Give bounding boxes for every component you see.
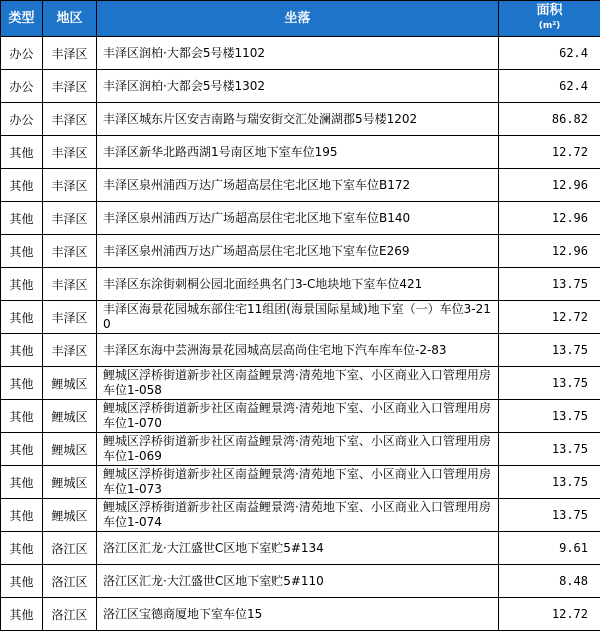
table-row xyxy=(1,334,600,367)
cell-type: 其他 xyxy=(1,367,43,400)
cell-size: 12.72 xyxy=(499,136,600,169)
table-row xyxy=(1,433,600,466)
header-size-label: 面积 xyxy=(536,3,562,18)
header-area: 地区 xyxy=(43,1,97,37)
cell-size: 9.61 xyxy=(499,532,600,565)
cell-address: 丰泽区润柏·大都会5号楼1302 xyxy=(97,70,499,103)
cell-area: 丰泽区 xyxy=(43,103,97,136)
header-type: 类型 xyxy=(1,1,43,37)
cell-size: 13.75 xyxy=(499,334,600,367)
cell-area: 丰泽区 xyxy=(43,169,97,202)
table-row xyxy=(1,169,600,202)
table-row xyxy=(1,202,600,235)
cell-area: 丰泽区 xyxy=(43,202,97,235)
cell-type: 办公 xyxy=(1,37,43,70)
cell-address: 鲤城区浮桥街道新步社区南益鲤景湾·清苑地下室、小区商业入口管理用房车位1-073 xyxy=(97,466,499,499)
cell-type: 其他 xyxy=(1,202,43,235)
header-size-unit: (m²) xyxy=(539,21,561,31)
cell-type: 其他 xyxy=(1,532,43,565)
cell-size: 13.75 xyxy=(499,268,600,301)
cell-address: 鲤城区浮桥街道新步社区南益鲤景湾·清苑地下室、小区商业入口管理用房车位1-074 xyxy=(97,499,499,532)
cell-size: 12.72 xyxy=(499,301,600,334)
cell-area: 洛江区 xyxy=(43,565,97,598)
cell-address: 丰泽区东海中芸洲海景花园城高层高尚住宅地下汽车库车位-2-83 xyxy=(97,334,499,367)
cell-address: 丰泽区润柏·大都会5号楼1102 xyxy=(97,37,499,70)
cell-size: 13.75 xyxy=(499,367,600,400)
cell-type: 其他 xyxy=(1,169,43,202)
cell-size: 62.4 xyxy=(499,70,600,103)
table-row xyxy=(1,235,600,268)
cell-type: 其他 xyxy=(1,499,43,532)
cell-type: 办公 xyxy=(1,103,43,136)
table-row xyxy=(1,565,600,598)
cell-address: 丰泽区泉州浦西万达广场超高层住宅北区地下室车位B172 xyxy=(97,169,499,202)
cell-area: 丰泽区 xyxy=(43,37,97,70)
cell-type: 其他 xyxy=(1,268,43,301)
cell-area: 丰泽区 xyxy=(43,235,97,268)
cell-area: 洛江区 xyxy=(43,532,97,565)
cell-address: 鲤城区浮桥街道新步社区南益鲤景湾·清苑地下室、小区商业入口管理用房车位1-058 xyxy=(97,367,499,400)
cell-address: 丰泽区泉州浦西万达广场超高层住宅北区地下室车位B140 xyxy=(97,202,499,235)
cell-size: 12.72 xyxy=(499,598,600,631)
cell-type: 其他 xyxy=(1,400,43,433)
cell-area: 丰泽区 xyxy=(43,268,97,301)
table-row xyxy=(1,103,600,136)
cell-address: 鲤城区浮桥街道新步社区南益鲤景湾·清苑地下室、小区商业入口管理用房车位1-070 xyxy=(97,400,499,433)
cell-size: 13.75 xyxy=(499,433,600,466)
cell-size: 12.96 xyxy=(499,169,600,202)
cell-area: 鲤城区 xyxy=(43,499,97,532)
cell-address: 洛江区宝德商厦地下室车位15 xyxy=(97,598,499,631)
cell-area: 丰泽区 xyxy=(43,136,97,169)
cell-size: 62.4 xyxy=(499,37,600,70)
cell-area: 洛江区 xyxy=(43,598,97,631)
table-row xyxy=(1,37,600,70)
cell-type: 其他 xyxy=(1,334,43,367)
cell-type: 其他 xyxy=(1,466,43,499)
cell-address: 丰泽区海景花园城东部住宅11组团(海景国际星域)地下室（一）车位3-210 xyxy=(97,301,499,334)
table-row xyxy=(1,136,600,169)
table-row xyxy=(1,367,600,400)
cell-area: 鲤城区 xyxy=(43,433,97,466)
cell-type: 其他 xyxy=(1,598,43,631)
table-row xyxy=(1,70,600,103)
cell-type: 其他 xyxy=(1,433,43,466)
cell-size: 13.75 xyxy=(499,466,600,499)
cell-size: 13.75 xyxy=(499,400,600,433)
cell-address: 鲤城区浮桥街道新步社区南益鲤景湾·清苑地下室、小区商业入口管理用房车位1-069 xyxy=(97,433,499,466)
cell-type: 其他 xyxy=(1,301,43,334)
cell-size: 12.96 xyxy=(499,235,600,268)
cell-type: 其他 xyxy=(1,565,43,598)
cell-area: 鲤城区 xyxy=(43,400,97,433)
cell-area: 丰泽区 xyxy=(43,301,97,334)
header-size xyxy=(499,1,600,37)
table-row xyxy=(1,466,600,499)
cell-size: 86.82 xyxy=(499,103,600,136)
cell-address: 洛江区汇龙·大江盛世C区地下室贮5#134 xyxy=(97,532,499,565)
table-row xyxy=(1,598,600,631)
cell-type: 其他 xyxy=(1,136,43,169)
cell-address: 丰泽区东涂街刺桐公园北面经典名门3-C地块地下室车位421 xyxy=(97,268,499,301)
table-row xyxy=(1,268,600,301)
table-row xyxy=(1,400,600,433)
cell-area: 丰泽区 xyxy=(43,70,97,103)
cell-size: 13.75 xyxy=(499,499,600,532)
cell-size: 8.48 xyxy=(499,565,600,598)
table-body xyxy=(1,37,600,631)
header-address: 坐落 xyxy=(97,1,499,37)
cell-address: 丰泽区新华北路西湖1号南区地下室车位195 xyxy=(97,136,499,169)
table-row xyxy=(1,499,600,532)
cell-size: 12.96 xyxy=(499,202,600,235)
cell-address: 丰泽区城东片区安吉南路与瑞安街交汇处澜湖郡5号楼1202 xyxy=(97,103,499,136)
cell-address: 丰泽区泉州浦西万达广场超高层住宅北区地下室车位E269 xyxy=(97,235,499,268)
cell-address: 洛江区汇龙·大江盛世C区地下室贮5#110 xyxy=(97,565,499,598)
cell-area: 丰泽区 xyxy=(43,334,97,367)
table-header-row xyxy=(1,1,600,37)
table-row xyxy=(1,301,600,334)
cell-area: 鲤城区 xyxy=(43,466,97,499)
cell-area: 鲤城区 xyxy=(43,367,97,400)
cell-type: 其他 xyxy=(1,235,43,268)
table-row xyxy=(1,532,600,565)
cell-type: 办公 xyxy=(1,70,43,103)
